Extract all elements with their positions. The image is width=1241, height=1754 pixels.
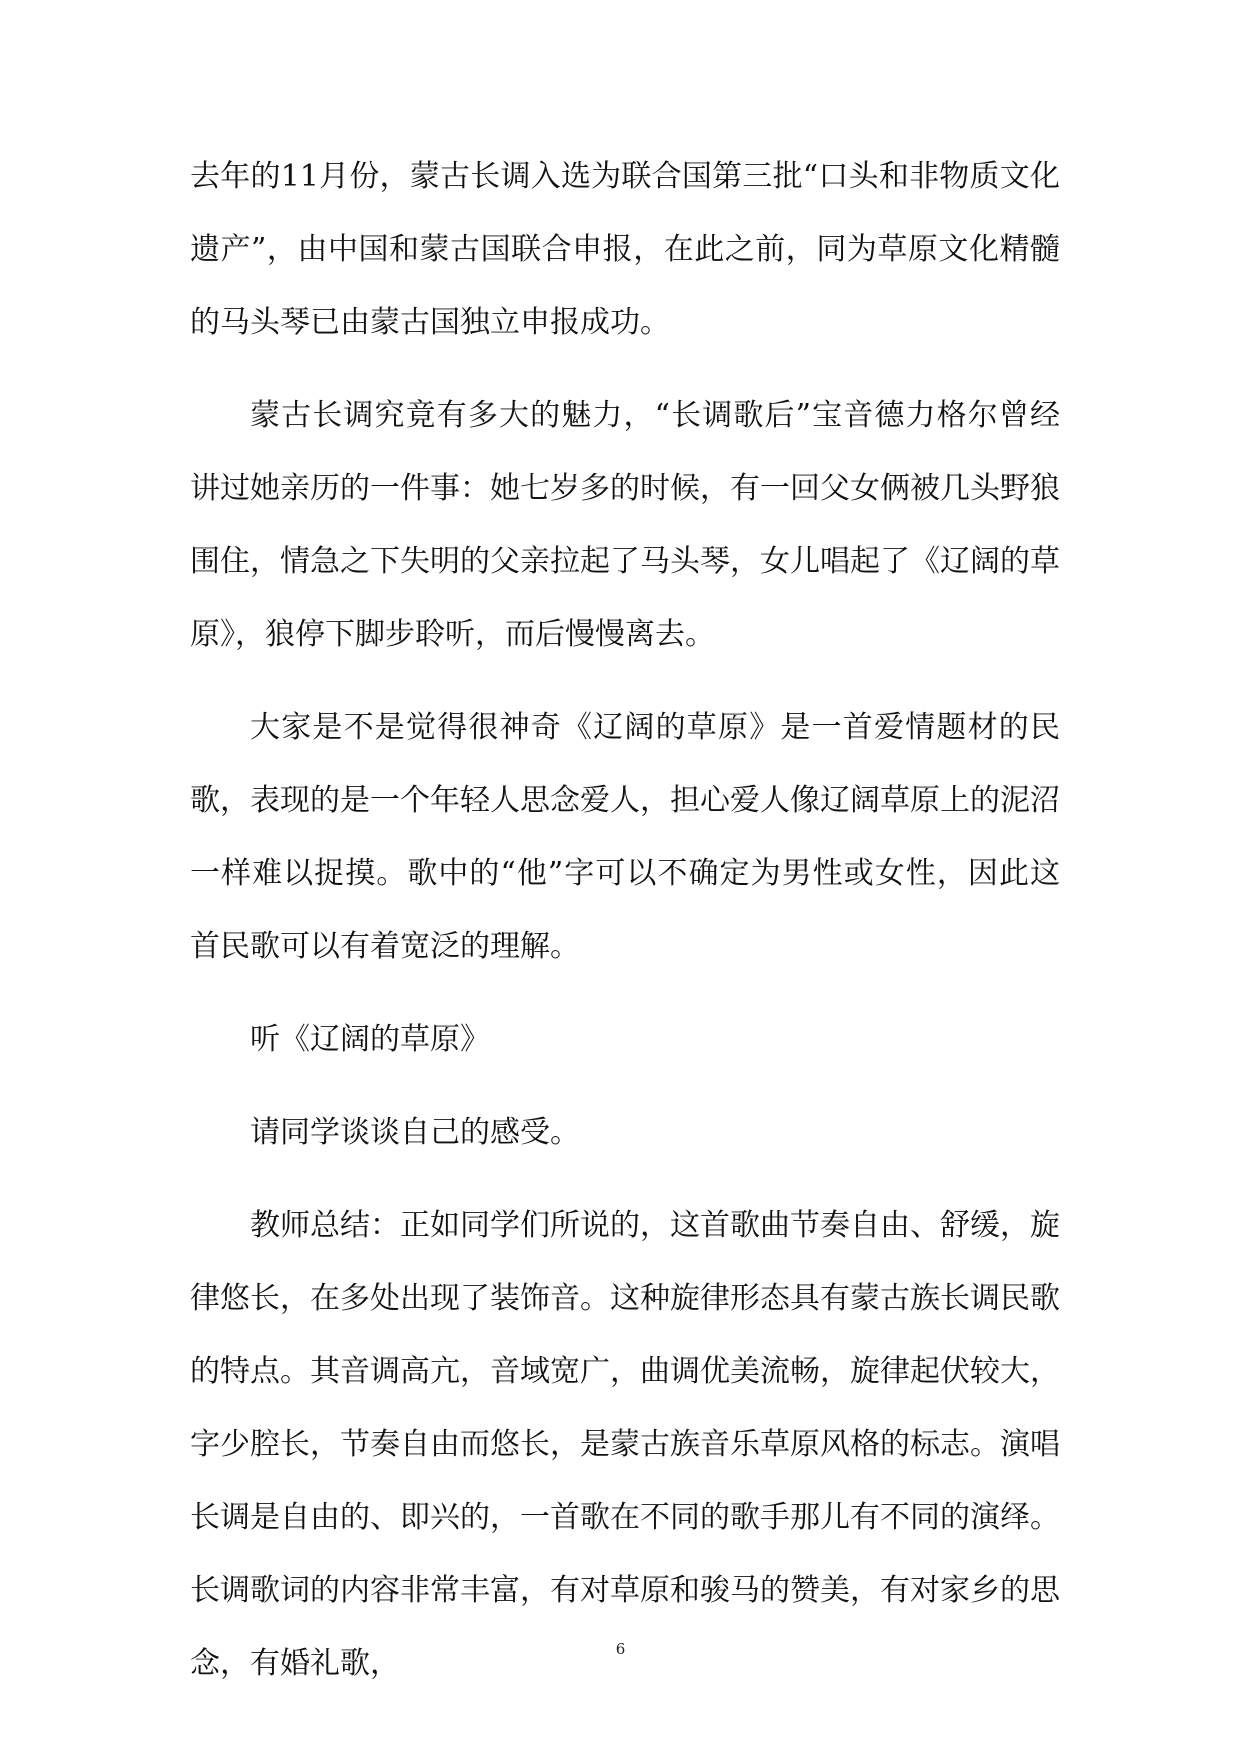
paragraph-5: 请同学谈谈自己的感受。 [250, 1115, 580, 1150]
paragraph-4: 听《辽阔的草原》 [250, 1022, 490, 1057]
body-text [190, 140, 1060, 1720]
paragraph-6: 教师总结：正如同学们所说的，这首歌曲节奏自由、舒缓，旋律悠长，在多处出现了装饰音。这种旋律形态具有蒙古族长调民歌的特点。其音调高亢，音域宽广，曲调优美流畅，旋律起伏较大，字少腔长，节奏自由而悠长，是蒙古族音乐草原风格的标志。演唱长调是自由的、即兴的，一首歌在不同的歌手那儿有不同的演绎。长调歌词的内容非常丰富，有对草原和骏马的赞美，有对家乡的思念，有婚礼歌， [190, 1208, 1060, 1681]
paragraph-1: 去年的11月份，蒙古长调入选为联合国第三批“口头和非物质文化遗产”，由中国和蒙古国联合申报，在此之前，同为草原文化精髓的马头琴已由蒙古国独立申报成功。 [190, 159, 1060, 340]
paragraph-3: 大家是不是觉得很神奇《辽阔的草原》是一首爱情题材的民歌，表现的是一个年轻人思念爱人，担心爱人像辽阔草原上的泥沼一样难以捉摸。歌中的“他”字可以不确定为男性或女性，因此这首民歌可以有着宽泛的理解。 [190, 710, 1060, 964]
page-number: 6 [615, 1640, 626, 1658]
paragraph-2: 蒙古长调究竟有多大的魅力，“长调歌后”宝音德力格尔曾经讲过她亲历的一件事：她七岁多的时候，有一回父女俩被几头野狼围住，情急之下失明的父亲拉起了马头琴，女儿唱起了《辽阔的草原》，狼停下脚步聆听，而后慢慢离去。 [190, 398, 1060, 652]
